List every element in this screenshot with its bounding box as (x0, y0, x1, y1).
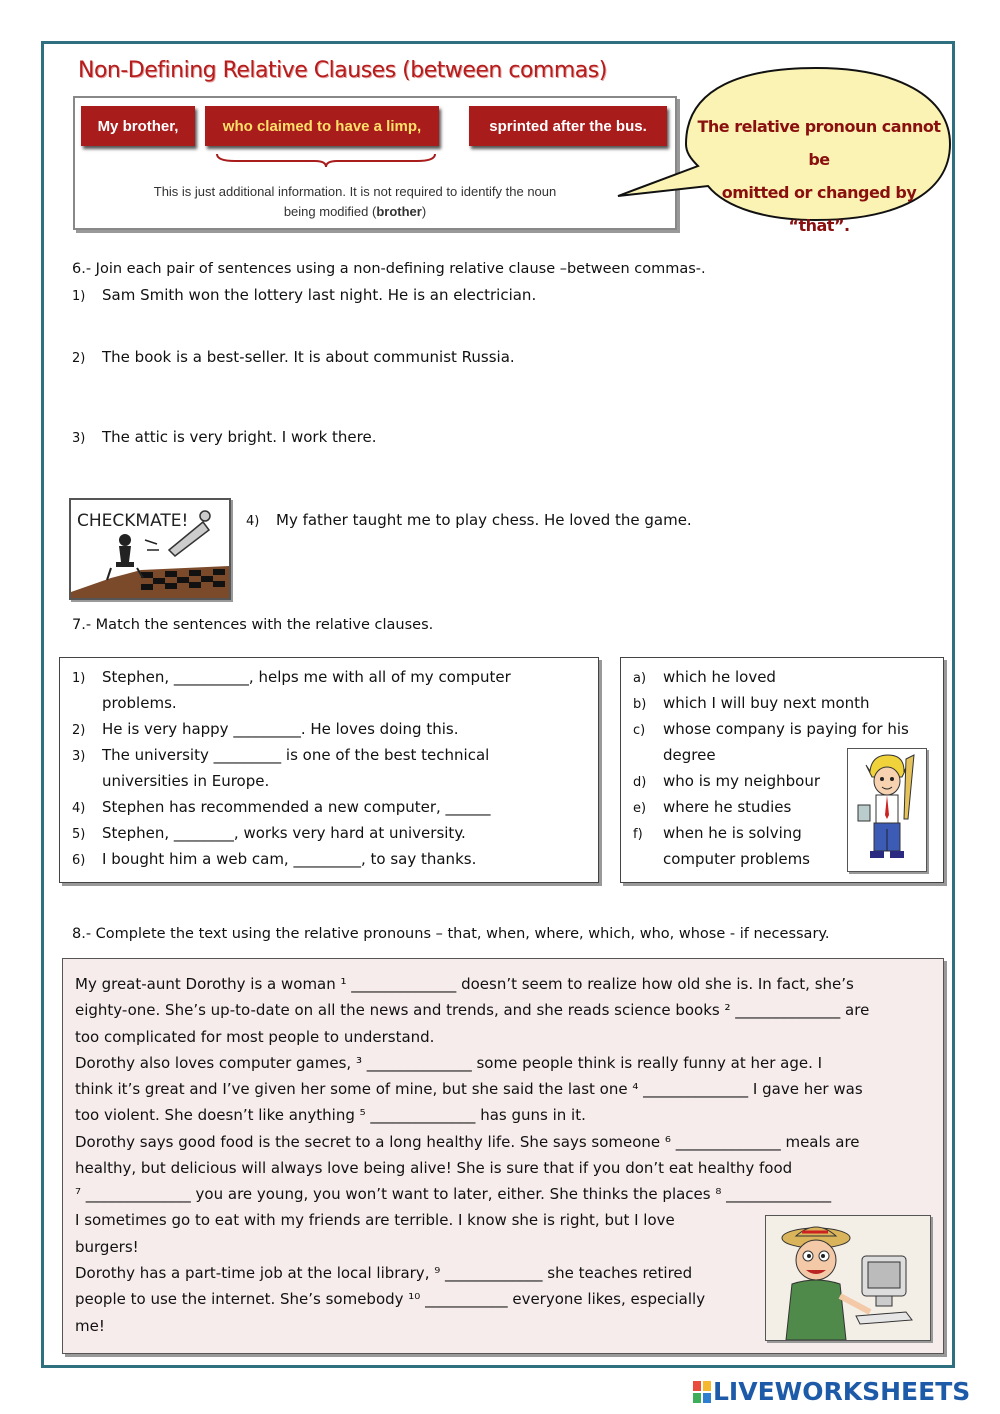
brand-name: LIVEWORKSHEETS (713, 1377, 971, 1406)
page-title: Non-Defining Relative Clauses (between commas) (78, 58, 607, 83)
exercise8-title: 8.- Complete the text using the relative pronouns – that, when, where, which, who, whose - if necessary. (72, 926, 830, 942)
example-clause: who claimed to have a limp, (205, 106, 439, 146)
sentence2: He is very happy _________. He loves doing this. (102, 720, 459, 738)
ex6-item4-num: 4) (246, 514, 260, 529)
ex6-item2-num: 2) (72, 351, 86, 366)
grandma-computer-cartoon (765, 1215, 931, 1341)
sentence6: I bought him a web cam, _________, to say thanks. (102, 850, 477, 868)
curly-brace-icon (215, 152, 437, 168)
sentence3-line1: The university _________ is one of the best technical (102, 746, 490, 764)
sentence6-num: 6) (72, 853, 86, 868)
ex6-item1-text: Sam Smith won the lottery last night. He is an electrician. (102, 286, 537, 304)
ex6-item2-text: The book is a best-seller. It is about communist Russia. (102, 348, 515, 366)
clause-b: which I will buy next month (663, 694, 870, 712)
ex6-item3-num: 3) (72, 431, 86, 446)
bubble-line2: omitted or changed by “that”. (721, 183, 917, 235)
story-line-9: ⁷ ______________ you are young, you won’t want to later, either. She thinks the places ⁸ ______________ (75, 1185, 832, 1203)
story-line-2: eighty-one. She’s up-to-date on all the news and trends, and she reads science books ² ______________ are (75, 1001, 870, 1019)
sentence4-num: 4) (72, 801, 86, 816)
clause-c-cont: degree (663, 746, 716, 764)
story-line-11: burgers! (75, 1238, 139, 1256)
story-line-1: My great-aunt Dorothy is a woman ¹ ______________ doesn’t seem to realize how old she is. In fact, she’s (75, 975, 854, 993)
story-line-10: I sometimes go to eat with my friends are terrible. I know she is right, but I love (75, 1211, 675, 1229)
clause-e-letter: e) (633, 801, 647, 816)
story-text-box (62, 958, 944, 1354)
logo-grid-icon (693, 1380, 711, 1409)
story-line-4: Dorothy also loves computer games, ³ ______________ some people think is really funny at her age. I (75, 1054, 823, 1072)
clause-a: which he loved (663, 668, 776, 686)
sentence3 (102, 742, 584, 794)
example-box (73, 96, 677, 230)
example-note (95, 182, 615, 222)
example-note-line1: This is just additional information. It is not required to identify the noun (153, 184, 557, 199)
clause-c: whose company is paying for his (663, 720, 909, 738)
clauses-box (620, 657, 944, 883)
chess-cartoon-icon (71, 500, 229, 598)
clause-c-letter: c) (633, 723, 646, 738)
bubble-text (690, 110, 948, 242)
boy-with-bat-icon (848, 749, 926, 871)
sentence1-num: 1) (72, 671, 86, 686)
ex6-item4-text: My father taught me to play chess. He loved the game. (276, 511, 692, 529)
sentence1 (102, 664, 584, 716)
sentence5-num: 5) (72, 827, 86, 842)
story-line-8: healthy, but delicious will always love being alive! She is sure that if you don’t eat healthy food (75, 1159, 793, 1177)
ex6-item1-num: 1) (72, 289, 86, 304)
sentence2-num: 2) (72, 723, 86, 738)
clause-f-letter: f) (633, 827, 643, 842)
clause-f-cont: computer problems (663, 850, 810, 868)
story-line-13: people to use the internet. She’s somebody ¹⁰ ___________ everyone likes, especially (75, 1290, 706, 1308)
story-line-6: too violent. She doesn’t like anything ⁵ ______________ has guns in it. (75, 1106, 586, 1124)
checkmate-cartoon (69, 498, 231, 600)
sentence5: Stephen, ________, works very hard at university. (102, 824, 466, 842)
clause-d: who is my neighbour (663, 772, 821, 790)
sentences-box (59, 657, 599, 883)
clause-d-letter: d) (633, 775, 647, 790)
sentence3-line2: universities in Europe. (102, 772, 270, 790)
bubble-line1: The relative pronoun cannot be (697, 117, 941, 169)
liveworksheets-logo (693, 1377, 970, 1409)
story-line-3: too complicated for most people to understand. (75, 1028, 435, 1046)
checkmate-caption: CHECKMATE! (77, 511, 189, 531)
story-line-7: Dorothy says good food is the secret to a long healthy life. She says someone ⁶ ______________ meals are (75, 1133, 860, 1151)
student-cartoon (847, 748, 927, 872)
story-line-5: think it’s great and I’ve given her some of mine, but she said the last one ⁴ ______________ I gave her was (75, 1080, 863, 1098)
old-lady-computer-icon (766, 1216, 930, 1340)
ex6-item3-text: The attic is very bright. I work there. (102, 428, 377, 446)
sentence1-line1: Stephen, __________, helps me with all of my computer (102, 668, 511, 686)
sentence3-num: 3) (72, 749, 86, 764)
clause-b-letter: b) (633, 697, 647, 712)
sentence1-line2: problems. (102, 694, 177, 712)
example-subject: My brother, (81, 106, 195, 146)
clause-f: when he is solving (663, 824, 802, 842)
exercise6-title: 6.- Join each pair of sentences using a non-defining relative clause –between commas-. (72, 261, 706, 277)
example-predicate: sprinted after the bus. (469, 106, 667, 146)
story-line-14: me! (75, 1317, 105, 1335)
story-line-12: Dorothy has a part-time job at the local library, ⁹ _____________ she teaches retired (75, 1264, 693, 1282)
clause-e: where he studies (663, 798, 792, 816)
example-note-line2: being modified (brother) (283, 204, 427, 219)
clause-a-letter: a) (633, 671, 647, 686)
exercise7-title: 7.- Match the sentences with the relative clauses. (72, 617, 434, 633)
sentence4: Stephen has recommended a new computer, ______ (102, 798, 491, 816)
